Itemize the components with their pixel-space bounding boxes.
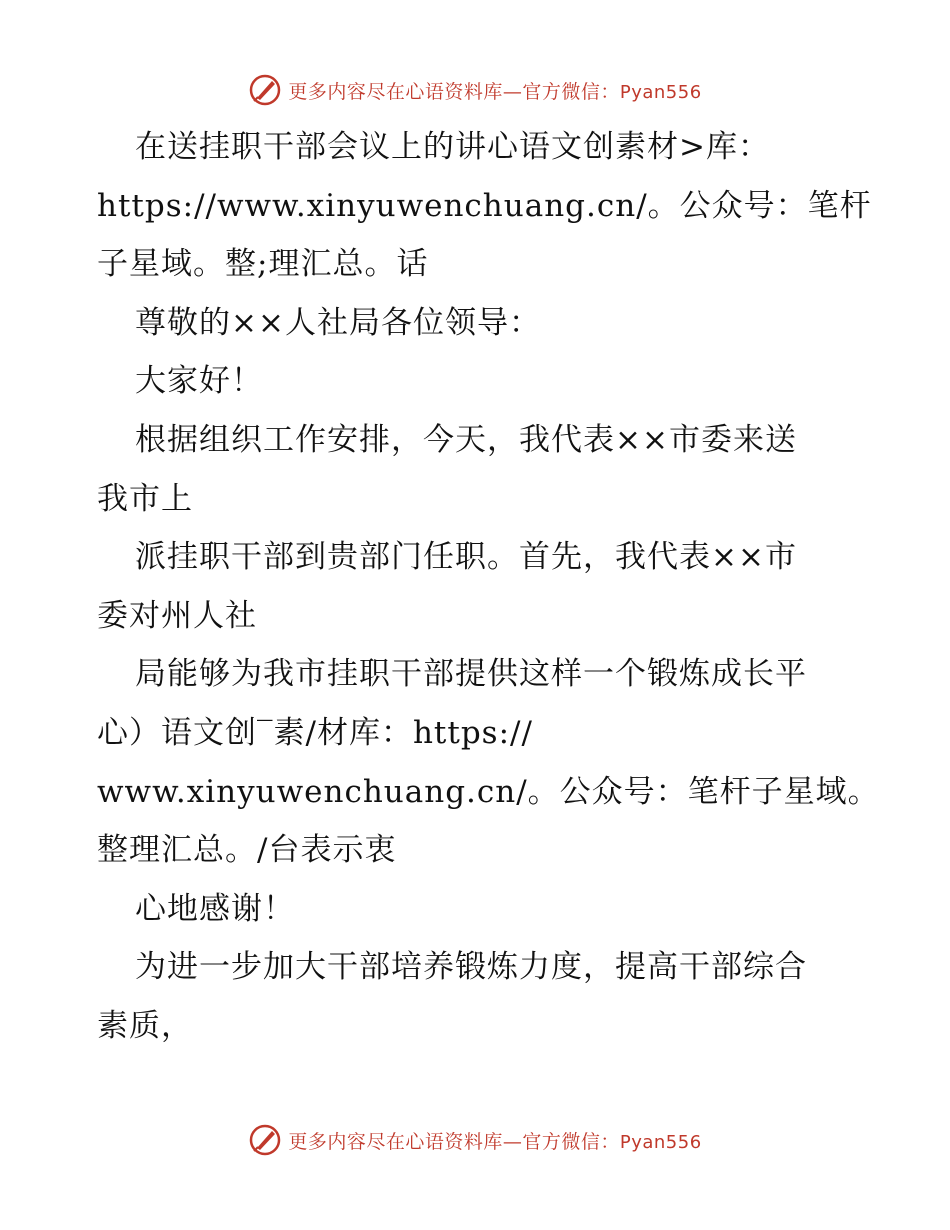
- header-banner-text: 更多内容尽在心语资料库—官方微信：Pyan556: [288, 80, 702, 103]
- paragraph-line: 子星域。整;理汇总。话: [97, 246, 429, 283]
- footer-wechat-id: Pyan556: [619, 1131, 702, 1153]
- quill-logo-icon: [248, 1123, 282, 1157]
- paragraph-line: 局能够为我市挂职干部提供这样一个锻炼成长平: [135, 656, 807, 693]
- paragraph-line: 我市上: [97, 480, 193, 517]
- paragraph-line: 尊敬的××人社局各位领导：: [135, 304, 541, 341]
- header-wechat-id: Pyan556: [619, 81, 702, 103]
- paragraph-line: 心）语文创‾素/材库：https://: [97, 714, 533, 751]
- paragraph-line: 整理汇总。/台表示衷: [97, 832, 397, 869]
- paragraph-line: 心地感谢！: [135, 890, 295, 927]
- paragraph-line: www.xinyuwenchuang.cn/。公众号：笔杆子星域。: [97, 773, 880, 810]
- paragraph-line: 委对州人社: [97, 597, 257, 634]
- document-body: [97, 118, 880, 1056]
- paragraph-line: 根据组织工作安排，今天，我代表××市委来送: [135, 421, 797, 458]
- header-banner: [0, 70, 950, 110]
- paragraph-line: 派挂职干部到贵部门任职。首先，我代表××市: [135, 539, 797, 576]
- paragraph-line: https://www.xinyuwenchuang.cn/。公众号：笔杆: [97, 187, 872, 224]
- paragraph-line: 大家好！: [135, 363, 263, 400]
- paragraph-line: 为进一步加大干部培养锻炼力度，提高干部综合: [135, 949, 807, 986]
- footer-banner-text: 更多内容尽在心语资料库—官方微信：Pyan556: [288, 1130, 702, 1153]
- quill-logo-icon: [248, 73, 282, 107]
- paragraph-line: 素质，: [97, 1007, 193, 1044]
- footer-banner: [0, 1120, 950, 1160]
- paragraph-line: 在送挂职干部会议上的讲心语文创素材>库：: [135, 129, 770, 165]
